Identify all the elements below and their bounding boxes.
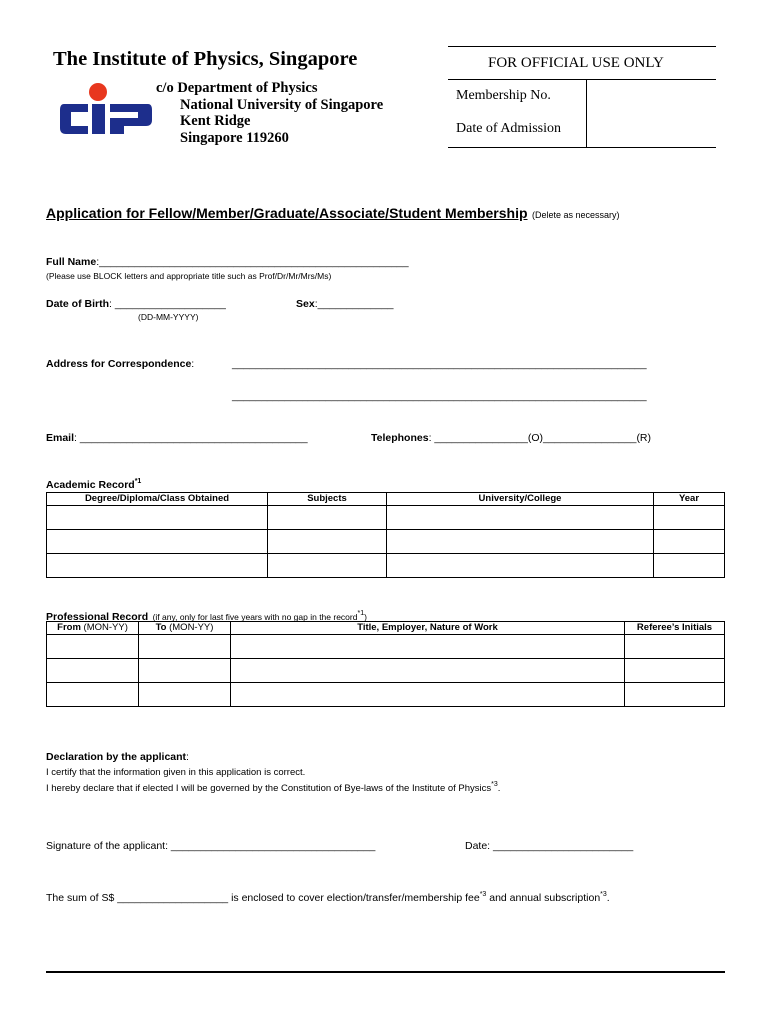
table-cell[interactable] [47,683,139,707]
declaration-line-1: I certify that the information given in this application is correct. [46,767,306,778]
col-to-sub: (MON-YY) [169,622,214,633]
fee-row [46,891,610,904]
professional-note: (if any, only for last five years with no gap in the record [152,612,358,622]
official-divider [448,79,716,80]
table-row [47,530,725,554]
official-title: FOR OFFICIAL USE ONLY [488,55,664,71]
declaration-line-2-end: . [497,783,501,794]
address-line-3: Kent Ridge [180,113,251,129]
professional-footnote: *1 [357,610,365,617]
email-field[interactable]: : _______________________________________ [74,432,308,444]
table-cell[interactable] [47,635,139,659]
table-cell[interactable] [47,506,268,530]
academic-col-year: Year [654,493,725,506]
logo-i [92,104,105,134]
ips-logo [58,82,154,140]
dob-row [46,298,226,310]
table-cell[interactable] [268,530,387,554]
signature-field[interactable]: Signature of the applicant: ___________________________________ [46,840,376,852]
academic-col-degree: Degree/Diploma/Class Obtained [47,493,268,506]
table-cell[interactable] [625,683,725,707]
logo-dot [89,83,107,101]
professional-col-from [47,622,139,635]
official-vertical-line [586,79,587,147]
email-row [46,432,308,444]
col-from-sub: (MON-YY) [83,622,128,633]
academic-header-row [47,493,725,506]
form-title [46,205,620,223]
declaration-line-2: I hereby declare that if elected I will be governed by the Constitution of Bye-laws of the Institute of Physics [46,783,492,794]
academic-footnote: *1 [134,478,142,485]
logo-s [110,104,152,134]
full-name-field[interactable]: :_____________________________________________________ [96,256,409,268]
address-line-1: c/o Department of Physics [156,80,318,96]
declaration-title: Declaration by the applicant [46,751,187,763]
date-admission-label: Date of Admission [456,121,561,136]
address-line-4: Singapore 119260 [180,129,289,146]
address-field-2[interactable]: _______________________________________________________________________ [232,390,647,402]
professional-col-to [139,622,231,635]
table-cell[interactable] [231,659,625,683]
dob-label: Date of Birth [46,298,109,310]
telephones-row [371,432,651,444]
professional-note-end: ) [364,612,367,622]
professional-header-row [47,622,725,635]
address-block [156,80,383,146]
telephones-label: Telephones [371,432,429,444]
academic-col-university: University/College [387,493,654,506]
address-colon: : [191,358,195,370]
email-label: Email [46,432,75,444]
table-row [47,635,725,659]
table-cell[interactable] [231,635,625,659]
full-name-hint: (Please use BLOCK letters and appropriate title such as Prof/Dr/Mr/Mrs/Ms) [46,271,332,281]
fee-footnote-2: *3 [600,891,607,898]
table-cell[interactable] [268,506,387,530]
table-cell[interactable] [231,683,625,707]
academic-title: Academic Record [46,479,135,491]
fee-text-2: and annual subscription [486,892,601,904]
professional-title: Professional Record [46,611,149,623]
declaration-footnote: *3 [491,781,498,788]
telephones-field[interactable]: : ________________(O)________________(R) [428,432,652,444]
academic-table [46,492,725,578]
signature-date-field[interactable]: Date: ________________________ [465,840,634,852]
table-cell[interactable] [47,554,268,578]
table-cell[interactable] [47,659,139,683]
table-cell[interactable] [625,659,725,683]
logo-text: IPS [58,82,60,83]
sex-row [296,298,394,310]
table-cell[interactable] [654,506,725,530]
col-to-main: To [155,622,167,633]
table-cell[interactable] [47,530,268,554]
dob-field[interactable]: : ___________________ [109,298,226,310]
fee-text-1[interactable]: The sum of S$ ___________________ is enclosed to cover election/transfer/membership fee [46,892,480,904]
official-use-box [448,46,716,148]
academic-col-subjects: Subjects [268,493,387,506]
declaration-line-2-row [46,781,500,794]
table-cell[interactable] [387,530,654,554]
table-cell[interactable] [387,506,654,530]
address-field-1[interactable]: _______________________________________________________________________ [232,358,647,370]
table-cell[interactable] [625,635,725,659]
fee-footnote-1: *3 [479,891,487,898]
table-cell[interactable] [654,554,725,578]
table-cell[interactable] [139,635,231,659]
professional-col-title: Title, Employer, Nature of Work [231,622,625,635]
table-cell[interactable] [654,530,725,554]
form-title-note: (Delete as necessary) [531,210,620,220]
table-cell[interactable] [268,554,387,578]
table-row [47,506,725,530]
table-row [47,554,725,578]
membership-no-label: Membership No. [456,88,551,103]
full-name-label: Full Name [46,256,97,268]
address-line-2: National University of Singapore [180,96,384,113]
professional-table [46,621,725,707]
org-name: The Institute of Physics, Singapore [53,48,358,70]
sex-field[interactable]: :_____________ [314,298,394,310]
table-cell[interactable] [139,683,231,707]
declaration-colon: : [186,751,189,763]
bottom-rule [46,971,725,973]
table-cell[interactable] [139,659,231,683]
table-cell[interactable] [387,554,654,578]
address-row [46,358,194,370]
professional-col-referee: Referee’s Initials [625,622,725,635]
logo-c [60,104,88,134]
address-label: Address for Correspondence [46,358,192,370]
dob-hint: (DD-MM-YYYY) [138,312,199,322]
academic-title-row [46,478,141,491]
fee-text-3: . [606,892,610,904]
form-title-main: Application for Fellow/Member/Graduate/Associate/Student Membership [46,205,528,221]
table-row [47,683,725,707]
declaration-title-row [46,751,189,763]
sex-label: Sex [296,298,315,310]
full-name-row [46,256,409,268]
col-from-main: From [57,622,81,633]
table-row [47,659,725,683]
